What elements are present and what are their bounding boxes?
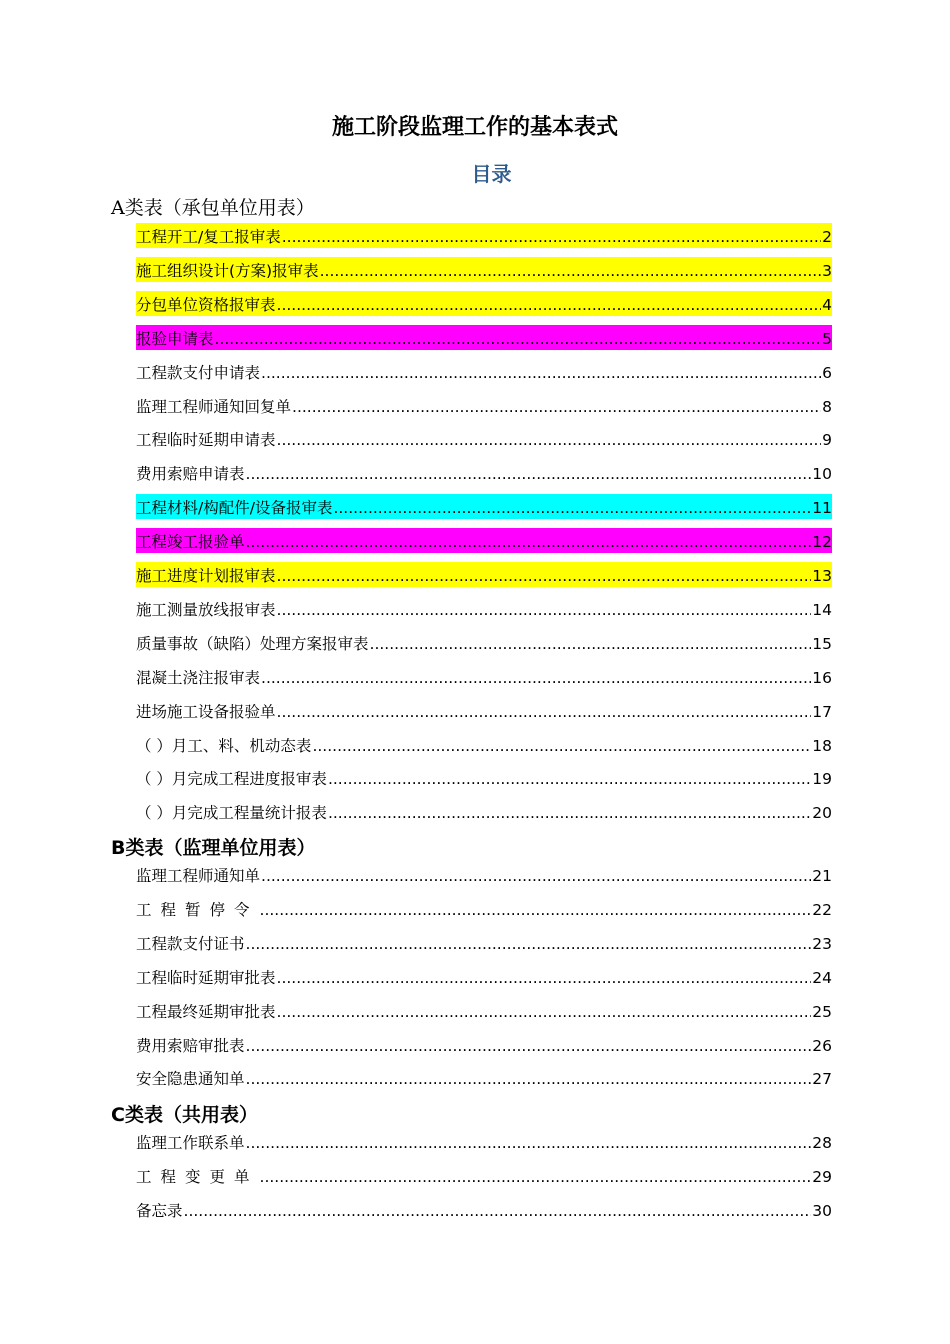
toc-heading: 目录	[471, 162, 512, 186]
toc-entry[interactable]	[136, 223, 832, 248]
toc-entry-page-number: 13	[812, 567, 832, 585]
toc-entry-page-number: 3	[822, 262, 832, 280]
toc-entry[interactable]	[136, 393, 832, 418]
toc-entry-page-number: 2	[822, 228, 832, 246]
toc-entry-page-number: 27	[812, 1070, 832, 1088]
toc-entry[interactable]	[136, 765, 832, 790]
toc-entry[interactable]	[136, 799, 832, 824]
toc-leader-dots	[277, 565, 812, 587]
toc-entry-label: 工程临时延期申请表	[136, 431, 276, 449]
toc-entry-label: 报验申请表	[136, 330, 214, 348]
toc-entry[interactable]	[136, 426, 832, 451]
toc-entry-page-number: 14	[812, 601, 832, 619]
toc-entry-label: 费用索赔申请表	[136, 465, 245, 483]
toc-leader-dots	[277, 429, 822, 451]
toc-entry[interactable]	[136, 562, 832, 587]
toc-entry-page-number: 6	[822, 364, 832, 382]
toc-entry-page-number: 12	[812, 533, 832, 551]
toc-leader-dots	[261, 362, 821, 384]
toc-entry-label: 工程临时延期审批表	[136, 969, 276, 987]
toc-leader-dots	[292, 396, 821, 418]
toc-entry[interactable]	[136, 494, 832, 519]
toc-entry-page-number: 26	[812, 1037, 832, 1055]
toc-entry[interactable]	[136, 664, 832, 689]
toc-leader-dots	[277, 701, 812, 723]
toc-entry-label: 工程开工/复工报审表	[136, 228, 281, 246]
toc-leader-dots	[328, 768, 811, 790]
toc-leader-dots	[215, 328, 822, 350]
section-c-heading[interactable]: C类表（共用表）	[111, 1104, 258, 1126]
toc-leader-dots	[320, 260, 822, 282]
toc-leader-dots	[246, 1132, 812, 1154]
toc-entry[interactable]	[136, 1129, 832, 1154]
toc-entry-page-number: 25	[812, 1003, 832, 1021]
toc-entry-label: 工程变更单	[136, 1168, 259, 1186]
toc-leader-dots	[261, 865, 811, 887]
toc-entry-label: 安全隐患通知单	[136, 1070, 245, 1088]
toc-entry-page-number: 23	[812, 935, 832, 953]
toc-entry-label: 工程款支付证书	[136, 935, 245, 953]
toc-entry[interactable]	[136, 359, 832, 384]
toc-entry-page-number: 24	[812, 969, 832, 987]
toc-entry[interactable]	[136, 1065, 832, 1090]
toc-entry[interactable]	[136, 325, 832, 350]
toc-entry[interactable]	[136, 862, 832, 887]
toc-leader-dots	[246, 1068, 812, 1090]
toc-entry-label: （ ）月工、料、机动态表	[136, 737, 312, 755]
toc-entry-page-number: 16	[812, 669, 832, 687]
toc-entry-label: 监理工程师通知回复单	[136, 398, 292, 416]
toc-entry[interactable]	[136, 698, 832, 723]
toc-entry-label: 混凝土浇注报审表	[136, 669, 261, 687]
toc-entry-page-number: 5	[822, 330, 832, 348]
toc-entry-label: 备忘录	[136, 1202, 183, 1220]
toc-leader-dots	[184, 1200, 812, 1222]
toc-entry[interactable]	[136, 460, 832, 485]
toc-entry[interactable]	[136, 596, 832, 621]
toc-entry-page-number: 19	[812, 770, 832, 788]
toc-entry-page-number: 8	[822, 398, 832, 416]
toc-entry[interactable]	[136, 630, 832, 655]
toc-entry-page-number: 17	[812, 703, 832, 721]
toc-leader-dots	[282, 226, 821, 248]
toc-entry-page-number: 18	[812, 737, 832, 755]
toc-entry-page-number: 4	[822, 296, 832, 314]
toc-leader-dots	[246, 531, 812, 553]
toc-leader-dots	[277, 1001, 812, 1023]
toc-entry[interactable]	[136, 1032, 832, 1057]
toc-leader-dots	[277, 967, 812, 989]
toc-entry[interactable]	[136, 964, 832, 989]
toc-leader-dots	[246, 933, 812, 955]
toc-entry[interactable]	[136, 732, 832, 757]
toc-leader-dots	[328, 802, 811, 824]
toc-entry-label: （ ）月完成工程进度报审表	[136, 770, 327, 788]
toc-entry-page-number: 9	[822, 431, 832, 449]
toc-entry[interactable]	[136, 896, 832, 921]
toc-entry-label: 费用索赔审批表	[136, 1037, 245, 1055]
toc-entry-label: 监理工程师通知单	[136, 867, 261, 885]
toc-entry-label: 质量事故（缺陷）处理方案报审表	[136, 635, 369, 653]
toc-entry-page-number: 29	[812, 1168, 832, 1186]
toc-entry-label: 进场施工设备报验单	[136, 703, 276, 721]
toc-entry[interactable]	[136, 257, 832, 282]
toc-leader-dots	[277, 599, 812, 621]
toc-entry[interactable]	[136, 1163, 832, 1188]
document-title: 施工阶段监理工作的基本表式	[331, 115, 618, 140]
toc-entry-page-number: 10	[812, 465, 832, 483]
toc-leader-dots	[277, 294, 822, 316]
toc-entry-label: 监理工作联系单	[136, 1134, 245, 1152]
toc-entry-label: 分包单位资格报审表	[136, 296, 276, 314]
toc-entry-label: 工程暂停令	[136, 901, 259, 919]
toc-entry-page-number: 30	[812, 1202, 832, 1220]
toc-leader-dots	[246, 1035, 812, 1057]
toc-entry-label: 施工测量放线报审表	[136, 601, 276, 619]
toc-entry-label: 工程最终延期审批表	[136, 1003, 276, 1021]
toc-entry-label: （ ）月完成工程量统计报表	[136, 804, 327, 822]
toc-entry-label: 工程材料/构配件/设备报审表	[136, 499, 333, 517]
toc-leader-dots	[246, 463, 812, 485]
toc-entry-page-number: 28	[812, 1134, 832, 1152]
toc-entry-page-number: 22	[812, 901, 832, 919]
toc-entry-page-number: 15	[812, 635, 832, 653]
toc-entry-label: 工程款支付申请表	[136, 364, 261, 382]
toc-entry-page-number: 11	[812, 499, 832, 517]
toc-entry[interactable]	[136, 998, 832, 1023]
toc-entry[interactable]	[136, 930, 832, 955]
section-a-heading[interactable]: A类表（承包单位用表）	[111, 197, 315, 219]
toc-entry-label: 施工组织设计(方案)报审表	[136, 262, 319, 280]
toc-entry-label: 施工进度计划报审表	[136, 567, 276, 585]
toc-entry[interactable]	[136, 291, 832, 316]
toc-entry[interactable]	[136, 528, 832, 553]
toc-leader-dots	[333, 497, 811, 519]
toc-leader-dots	[312, 735, 811, 757]
toc-leader-dots	[260, 899, 812, 921]
toc-entry-page-number: 20	[812, 804, 832, 822]
toc-leader-dots	[370, 633, 812, 655]
toc-entry[interactable]	[136, 1197, 832, 1222]
toc-leader-dots	[261, 667, 811, 689]
toc-entry-label: 工程竣工报验单	[136, 533, 245, 551]
toc-leader-dots	[260, 1166, 812, 1188]
toc-entry-page-number: 21	[812, 867, 832, 885]
section-b-heading[interactable]: B类表（监理单位用表）	[111, 837, 316, 859]
